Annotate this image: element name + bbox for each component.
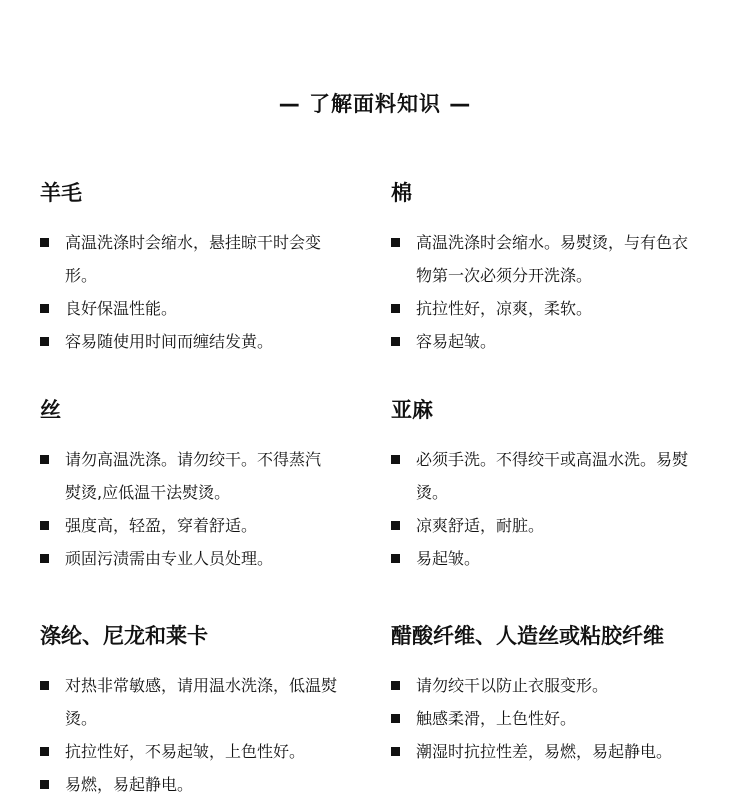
section-title: 丝 bbox=[40, 398, 61, 422]
square-bullet-icon bbox=[391, 337, 400, 346]
list-item: 触感柔滑，上色性好。 bbox=[391, 702, 736, 735]
square-bullet-icon bbox=[40, 747, 49, 756]
list-item: 易燃，易起静电。 bbox=[40, 768, 370, 801]
list-item: 请勿绞干以防止衣服变形。 bbox=[391, 669, 736, 702]
square-bullet-icon bbox=[391, 521, 400, 530]
bullet-list bbox=[391, 443, 701, 575]
section-silk bbox=[40, 397, 370, 575]
list-item: 强度高，轻盈，穿着舒适。 bbox=[40, 509, 330, 542]
square-bullet-icon bbox=[40, 521, 49, 530]
square-bullet-icon bbox=[391, 714, 400, 723]
square-bullet-icon bbox=[391, 554, 400, 563]
list-item: 易起皱。 bbox=[391, 542, 701, 575]
square-bullet-icon bbox=[40, 238, 49, 247]
section-linen bbox=[391, 397, 736, 575]
bullet-list bbox=[40, 669, 370, 801]
list-item: 高温洗涤时会缩水，悬挂晾干时会变形。 bbox=[40, 226, 345, 292]
list-item: 必须手洗。不得绞干或高温水洗。易熨烫。 bbox=[391, 443, 701, 509]
section-title: 棉 bbox=[391, 181, 412, 205]
list-item: 高温洗涤时会缩水。易熨烫，与有色衣物第一次必须分开洗涤。 bbox=[391, 226, 701, 292]
list-item: 请勿高温洗涤。请勿绞干。不得蒸汽熨烫,应低温干法熨烫。 bbox=[40, 443, 330, 509]
list-item: 顽固污渍需由专业人员处理。 bbox=[40, 542, 330, 575]
square-bullet-icon bbox=[391, 304, 400, 313]
square-bullet-icon bbox=[391, 455, 400, 464]
section-title: 涤纶、尼龙和莱卡 bbox=[40, 624, 208, 648]
square-bullet-icon bbox=[40, 337, 49, 346]
list-item: 凉爽舒适，耐脏。 bbox=[391, 509, 701, 542]
list-item: 对热非常敏感，请用温水洗涤，低温熨烫。 bbox=[40, 669, 345, 735]
section-wool bbox=[40, 180, 370, 358]
square-bullet-icon bbox=[40, 554, 49, 563]
list-item: 抗拉性好，不易起皱，上色性好。 bbox=[40, 735, 370, 768]
square-bullet-icon bbox=[391, 747, 400, 756]
bullet-list bbox=[40, 443, 330, 575]
section-cotton bbox=[391, 180, 736, 358]
section-title: 醋酸纤维、人造丝或粘胶纤维 bbox=[391, 624, 664, 648]
list-item: 抗拉性好，凉爽，柔软。 bbox=[391, 292, 701, 325]
square-bullet-icon bbox=[40, 455, 49, 464]
square-bullet-icon bbox=[40, 780, 49, 789]
list-item: 潮湿时抗拉性差，易燃，易起静电。 bbox=[391, 735, 736, 768]
square-bullet-icon bbox=[40, 304, 49, 313]
square-bullet-icon bbox=[391, 238, 400, 247]
square-bullet-icon bbox=[391, 681, 400, 690]
page-title: — 了解面料知识 — bbox=[278, 92, 472, 116]
section-synthetics bbox=[40, 623, 370, 801]
square-bullet-icon bbox=[40, 681, 49, 690]
list-item: 容易起皱。 bbox=[391, 325, 701, 358]
list-item: 良好保温性能。 bbox=[40, 292, 345, 325]
bullet-list bbox=[391, 669, 736, 768]
bullet-list bbox=[391, 226, 701, 358]
list-item: 容易随使用时间而缠结发黄。 bbox=[40, 325, 345, 358]
section-acetate-rayon bbox=[391, 623, 736, 768]
bullet-list bbox=[40, 226, 345, 358]
section-title: 亚麻 bbox=[391, 398, 433, 422]
section-title: 羊毛 bbox=[40, 181, 82, 205]
